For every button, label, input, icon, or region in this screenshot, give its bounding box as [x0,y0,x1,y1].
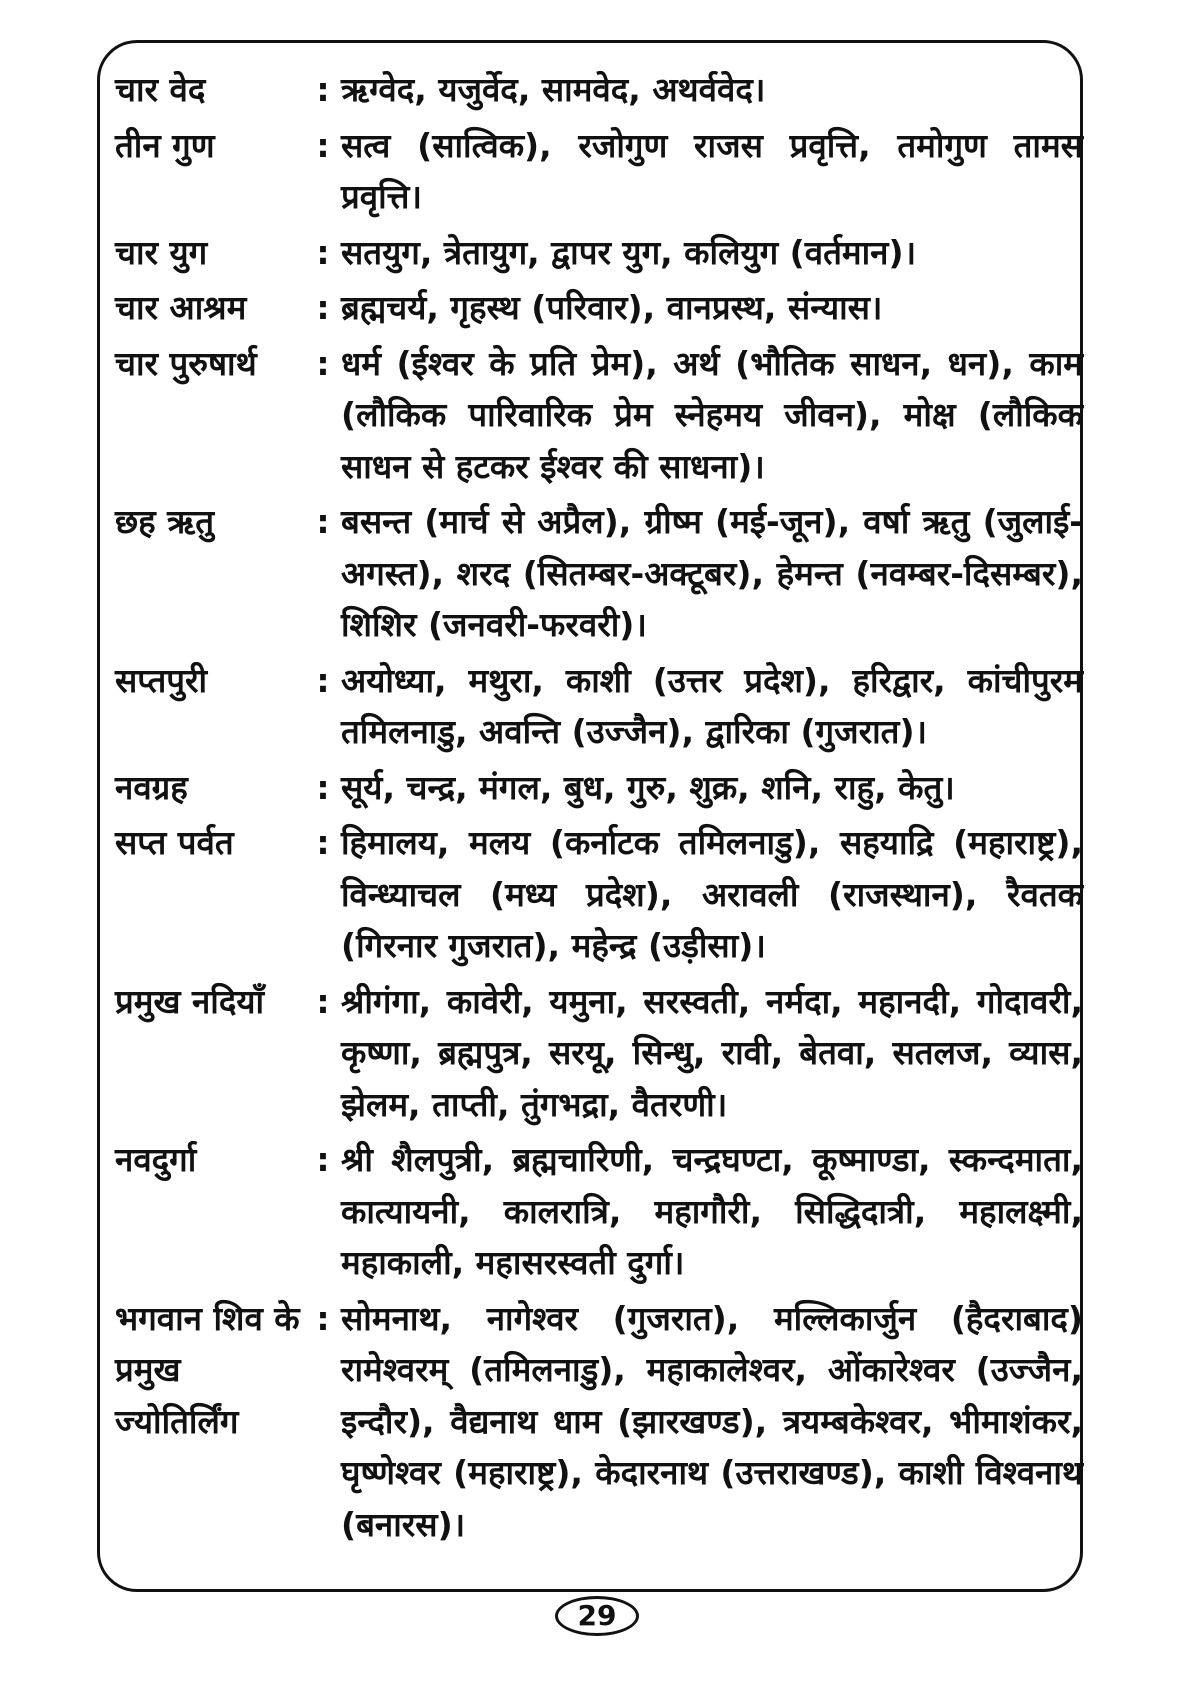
entry-description: सोमनाथ, नागेश्वर (गुजरात), मल्लिकार्जुन (हैदराबाद) रामेश्वरम् (तमिलनाडु), महाकालेश्वर, ओंकारेश्वर (उज्जैन, इन्दौर), वैद्यनाथ धाम (झारखण्ड), त्रयम्बकेश्वर, भीमाशंकर, घृष्णेश्वर (महाराष्ट्र), केदारनाथ (उत्तराखण्ड), काशी विश्वनाथ (बनारस)। [341,1298,1083,1544]
list-item [115,976,1083,1131]
entry-colon: : [316,502,330,541]
entry-description: ऋग्वेद, यजुर्वेद, सामवेद, अथर्ववेद। [341,70,766,109]
entry-description: सूर्य, चन्द्र, मंगल, बुध, गुरु, शुक्र, शनि, राहु, केतु। [341,767,955,807]
list-item [115,64,1075,116]
list-item [115,282,1075,334]
entry-description: बसन्त (मार्च से अप्रैल), ग्रीष्म (मई-जून), वर्षा ऋतु (जुलाई-अगस्त), शरद (सितम्बर-अक्टूबर), हेमन्त (नवम्बर-दिसम्बर), शिशिर (जनवरी-फरवरी)। [341,502,1083,644]
list-item [115,1293,1083,1551]
list-item [115,338,1083,493]
entry-colon: : [316,823,330,862]
entry-colon: : [316,981,330,1021]
entry-colon: : [316,125,330,165]
glossary-list [115,64,1083,1554]
entry-colon: : [316,288,330,327]
entry-term: चार आश्रम [115,288,247,327]
list-item [115,655,1083,758]
entry-term: तीन गुण [115,125,215,165]
entry-colon: : [316,232,330,272]
entry-term: प्रमुख नदियाँ [115,981,265,1021]
entry-colon: : [316,343,330,383]
entry-colon: : [316,1140,330,1179]
entry-term: भगवान शिव के प्रमुख ज्योतिर्लिंग [115,1298,300,1441]
entry-term: चार वेद [115,70,206,109]
entry-term: चार युग [115,232,208,272]
entry-colon: : [316,70,330,109]
entry-colon: : [316,1298,330,1338]
entry-description: श्रीगंगा, कावेरी, यमुना, सरस्वती, नर्मदा, महानदी, गोदावरी, कृष्णा, ब्रह्मपुत्र, सरयू, सिन्धु, रावी, बेतवा, सतलज, व्यास, झेलम, ताप्ती, तुंगभद्रा, वैतरणी। [341,981,1083,1124]
entry-description: धर्म (ईश्वर के प्रति प्रेम), अर्थ (भौतिक साधन, धन), काम (लौकिक पारिवारिक प्रेम स्नेहमय जीवन), मोक्ष (लौकिक साधन से हटकर ईश्वर की साधना)। [341,343,1083,486]
entry-description: हिमालय, मलय (कर्नाटक तमिलनाडु), सहयाद्रि (महाराष्ट्र), विन्ध्याचल (मध्य प्रदेश), अरावली (राजस्थान), रैवतक (गिरनार गुजरात), महेन्द्र (उड़ीसा)। [341,823,1083,965]
list-item [115,496,1083,651]
list-item [115,817,1083,972]
list-item [115,1134,1083,1289]
entry-colon: : [316,660,330,700]
entry-term: चार पुरुषार्थ [115,343,257,383]
entry-term: छह ऋतु [115,502,215,541]
entry-description: अयोध्या, मथुरा, काशी (उत्तर प्रदेश), हरिद्वार, कांचीपुरम तमिलनाडु, अवन्ति (उज्जैन), द्वारिका (गुजरात)। [341,660,1083,751]
entry-colon: : [316,767,330,807]
list-item [115,762,1075,814]
entry-description: श्री शैलपुत्री, ब्रह्मचारिणी, चन्द्रघण्टा, कूष्माण्डा, स्कन्दमाता, कात्यायनी, कालरात्रि, महागौरी, सिद्धिदात्री, महालक्ष्मी, महाकाली, महासरस्वती दुर्गा। [341,1140,1083,1282]
list-item [115,227,1075,279]
page-number: 29 [555,1596,639,1636]
entry-term: नवग्रह [115,767,188,807]
entry-description: ब्रह्मचर्य, गृहस्थ (परिवार), वानप्रस्थ, संन्यास। [341,288,883,327]
entry-term: सप्त पर्वत [115,823,234,862]
entry-term: सप्तपुरी [115,660,208,700]
list-item [115,120,1083,223]
entry-description: सत्व (सात्विक), रजोगुण राजस प्रवृत्ति, तमोगुण तामस प्रवृत्ति। [341,125,1083,216]
entry-description: सतयुग, त्रेतायुग, द्वापर युग, कलियुग (वर्तमान)। [341,232,917,272]
entry-term: नवदुर्गा [115,1140,197,1179]
